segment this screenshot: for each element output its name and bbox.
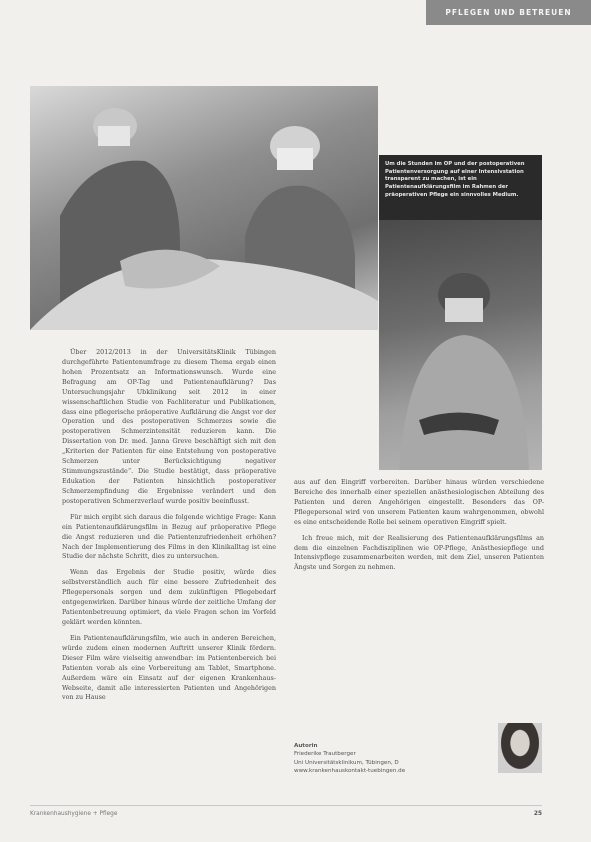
nurse-photo-illustration <box>379 220 542 470</box>
author-label: Autorin <box>294 743 318 749</box>
surgeons-photo-illustration <box>30 86 378 330</box>
page-footer <box>30 805 542 817</box>
author-name: Friederike Trautberger <box>294 751 356 758</box>
author-affiliation: Uni Universitätsklinikum, Tübingen, D <box>294 759 399 766</box>
author-website: www.krankenhauskontakt-tuebingen.de <box>294 768 406 775</box>
page-number: 25 <box>533 811 542 817</box>
article-column-right <box>294 478 544 690</box>
left-paragraph: Über 2012/2013 in der UniversitätsKlinik Tübingen durchgeführte Patientenumfrage zu diesem Thema ergab einen hohen Prozentsatz an Informationswunsch. Wurde eine Befragung am OP-Tag und Patientenaufklärung? Das Untersuchungsjahr Ubklinikung seit 2012 in einer wissenschaftlichen Studie von Fachliteratur und Publikationen, dass eine pflegerische präoperative Aufklärung die Angst vor der Operation und des postoperativen Schmerzes sowie die postoperativen Schmerzintensität reduzieren kann. Die Dissertation von Dr. med. Janna Greve beschäftigt sich mit den „Kriterien der Patienten für eine Entstehung von postoperative Schmerzen unter Berücksichtigung negativer Stimmungszustände“. Die Studie bestätigt, dass präoperative Edukation der Patienten hinsichtlich postoperativer Schmerzempfindung die Ergebnisse verändert und den postoperativen Schmerzverlauf wurde positiv beeinflusst. <box>62 348 276 505</box>
article-column-left <box>62 348 276 783</box>
author-avatar <box>498 723 542 773</box>
photo-caption-text: Um die Stunden im OP und der postoperativen Patientenversorgung auf einer Intensivstation transparent zu machen, ist ein Patientenaufklärungsfilm im Rahmen der präoperativen Pflege ein sinnvolles Medium. <box>385 161 525 198</box>
right-paragraph: Ich freue mich, mit der Realisierung des Patientenaufklärungsfilms an dem die einzelnen Fachdisziplinen wie OP-Pflege, Anästhesiepflege und Intensivpflege zusammenarbeiten werden, mit dem Ziel, unseren Patienten Ängste und Sorgen zu nehmen. <box>294 533 544 572</box>
surgeons-operating-photo <box>30 86 378 330</box>
section-header-label: PFLEGEN UND BETREUEN <box>445 8 572 17</box>
left-paragraph: Für mich ergibt sich daraus die folgende wichtige Frage: Kann ein Patientenaufklärungsfilm in Bezug auf präoperative Pflege die Angst reduzieren und die Patientenzufriedenheit erhöhen? Nach der Implementierung des Films in den Klinikalltag ist eine Studie der nächste Schritt, dies zu untersuchen. <box>62 512 276 561</box>
photo-caption <box>379 155 542 220</box>
right-paragraph: aus auf den Eingriff vorbereiten. Darüber hinaus würden verschiedene Bereiche des innerhalb einer speziellen anästhesiologischen Abteilung des Patienten und deren Angehörigen eingestellt. Besonders das OP-Pflegepersonal wird von unserem Patienten kaum wahrgenommen, obwohl es eine entscheidende Rolle bei seinem operativen Eingriff spielt. <box>294 478 544 526</box>
author-box <box>294 742 494 776</box>
left-paragraph: Ein Patientenaufklärungsfilm, wie auch in anderen Bereichen, würde zudem einen modernen Auftritt unserer Klinik fördern. Dieser Film wäre vielseitig anwendbar: im Patientenbereich bei Patienten vorab als eine Vorbereitung am Tablet, Smartphone. Außerdem wäre ein Einsatz auf der eigenen Krankenhaus-Webseite, damit alle interessierten Patienten und Angehörigen von zu Hause <box>62 633 276 702</box>
nurse-with-instruments-photo <box>379 220 542 470</box>
section-header <box>426 0 591 25</box>
left-paragraph: Wenn das Ergebnis der Studie positiv, würde dies selbstverständlich auch für eine bessere Zufriedenheit des Pflegepersonals sorgen und dem zukünftigen Pflegebedarf entgegenwirken. Darüber hinaus würde der zeitliche Umfang der Patientenbetreuung optimiert, da viele Fragen schon im Vorfeld geklärt werden könnten. <box>62 568 276 626</box>
journal-name: Krankenhaushygiene + Pflege <box>30 811 118 817</box>
